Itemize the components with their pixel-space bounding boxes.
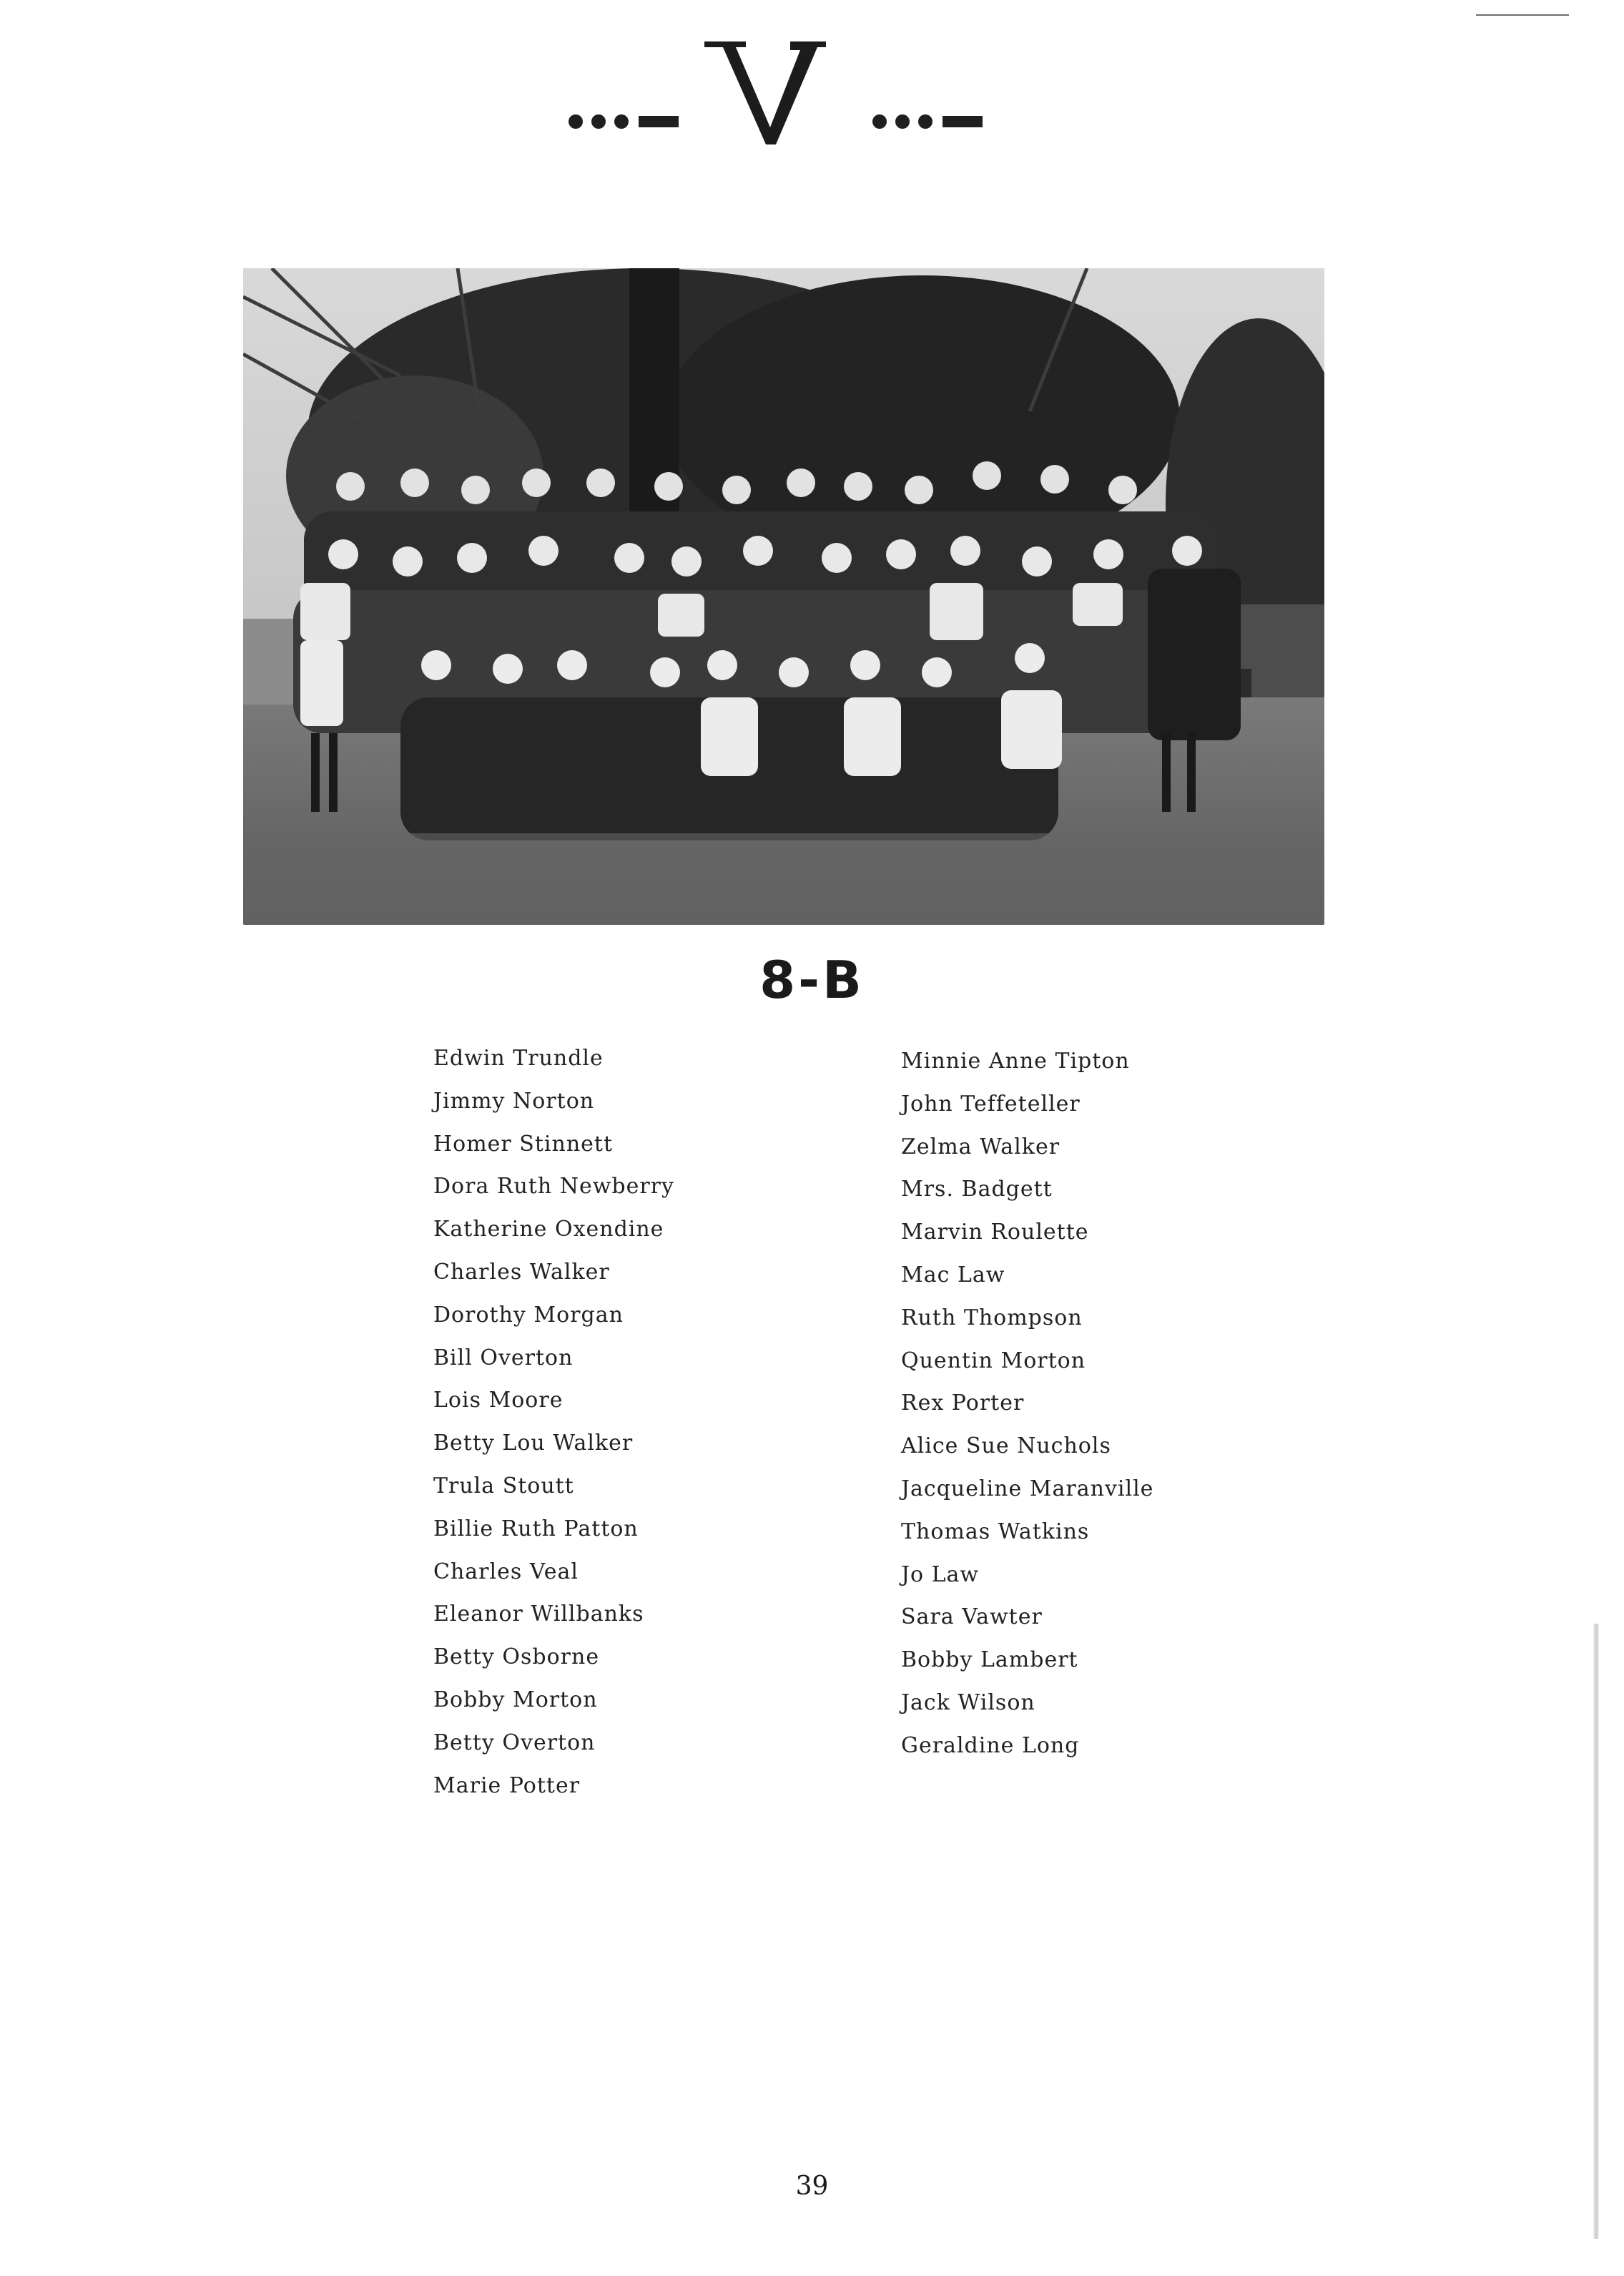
student-name: Ruth Thompson — [901, 1305, 1083, 1330]
page-number: 39 — [795, 2172, 829, 2201]
student-name: Thomas Watkins — [901, 1519, 1090, 1544]
student-name: Charles Walker — [433, 1259, 610, 1285]
class-title: 8-B — [759, 950, 865, 1010]
student-name: Bobby Morton — [433, 1687, 598, 1712]
student-name: Lois Moore — [433, 1388, 564, 1413]
student-name: Mac Law — [901, 1262, 1005, 1287]
student-name: Jo Law — [901, 1561, 980, 1587]
page-edge-line — [1476, 14, 1569, 16]
student-name: Alice Sue Nuchols — [901, 1433, 1111, 1459]
student-name: Homer Stinnett — [433, 1131, 614, 1157]
student-name: John Teffeteller — [901, 1091, 1081, 1117]
student-name: Dora Ruth Newberry — [433, 1174, 674, 1200]
v-letter-logo — [704, 29, 826, 150]
student-name: Dorothy Morgan — [433, 1302, 624, 1328]
class-group-photo — [243, 268, 1324, 925]
student-name: Marie Potter — [433, 1772, 581, 1798]
student-name: Betty Lou Walker — [433, 1431, 634, 1456]
student-name: Jack Wilson — [901, 1689, 1035, 1715]
student-name: Betty Overton — [433, 1730, 596, 1755]
page-edge-shadow — [1593, 1624, 1599, 2239]
student-name: Zelma Walker — [901, 1134, 1060, 1159]
student-name: Marvin Roulette — [901, 1220, 1089, 1245]
student-name: Katherine Oxendine — [433, 1217, 664, 1242]
student-name: Jacqueline Maranville — [901, 1476, 1154, 1501]
student-name: Geraldine Long — [901, 1732, 1080, 1758]
student-name: Eleanor Willbanks — [433, 1601, 644, 1627]
student-names-right-column — [901, 1040, 1153, 1767]
student-name: Sara Vawter — [901, 1604, 1043, 1630]
morse-code-right-icon — [872, 107, 983, 136]
photo-illustration — [243, 268, 1324, 925]
student-name: Billie Ruth Patton — [433, 1516, 639, 1541]
student-name: Bill Overton — [433, 1345, 574, 1370]
student-name: Trula Stoutt — [433, 1473, 574, 1498]
morse-code-left-icon — [569, 107, 679, 136]
student-name: Rex Porter — [901, 1390, 1025, 1416]
student-name: Bobby Lambert — [901, 1647, 1078, 1673]
header-emblem — [558, 29, 1030, 157]
student-names-left-column — [433, 1037, 674, 1807]
student-name: Jimmy Norton — [433, 1088, 595, 1114]
student-name: Quentin Morton — [901, 1348, 1086, 1373]
student-name: Charles Veal — [433, 1559, 579, 1584]
student-name: Minnie Anne Tipton — [901, 1049, 1130, 1074]
teacher-name: Mrs. Badgett — [901, 1177, 1053, 1202]
student-name: Edwin Trundle — [433, 1046, 604, 1071]
student-name: Betty Osborne — [433, 1644, 600, 1670]
